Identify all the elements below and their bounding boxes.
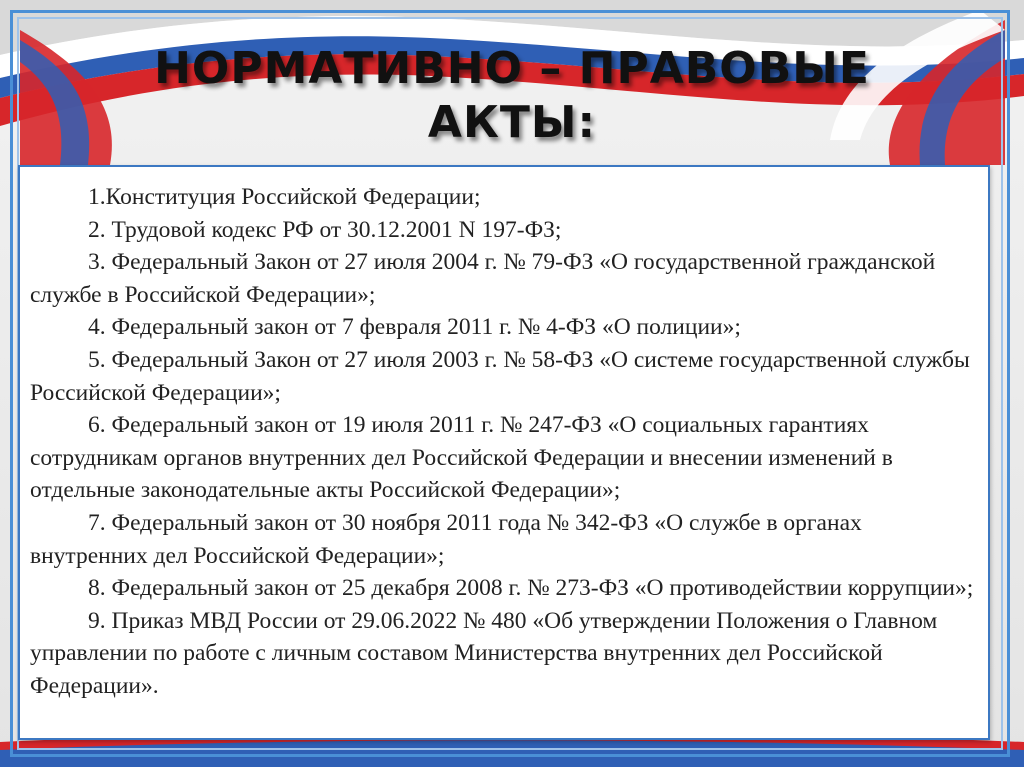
list-item: 4. Федеральный закон от 7 февраля 2011 г. № 4-ФЗ «О полиции»; bbox=[88, 314, 741, 341]
acts-list bbox=[30, 181, 980, 703]
page-title bbox=[140, 42, 884, 150]
list-item: 6. Федеральный закон от 19 июля 2011 г. № 247-ФЗ «О социальных гарантиях сотрудникам органов внутренних дел Российской Федерации и внесении изменений в отдельные законодательные акты Российской Федерации»; bbox=[30, 412, 893, 504]
title-line-2: АКТЫ: bbox=[427, 97, 597, 148]
acts-list-box bbox=[18, 165, 990, 740]
list-item: 7. Федеральный закон от 30 ноября 2011 года № 342-ФЗ «О службе в органах внутренних дел Российской Федерации»; bbox=[30, 509, 862, 569]
list-item: 8. Федеральный закон от 25 декабря 2008 г. № 273-ФЗ «О противодействии коррупции»; bbox=[88, 575, 974, 602]
list-item: 2. Трудовой кодекс РФ от 30.12.2001 N 197-ФЗ; bbox=[88, 216, 562, 243]
list-item: 5. Федеральный Закон от 27 июля 2003 г. № 58-ФЗ «О системе государственной службы Российской Федерации»; bbox=[30, 346, 970, 406]
list-item: 9. Приказ МВД России от 29.06.2022 № 480 «Об утверждении Положения о Главном управлении по работе с личным составом Министерства внутренних дел Российской Федерации». bbox=[30, 607, 938, 699]
list-item: 3. Федеральный Закон от 27 июля 2004 г. № 79-ФЗ «О государственной гражданской службе в Российской Федерации»; bbox=[30, 249, 936, 308]
list-item: 1.Конституция Российской Федерации; bbox=[88, 184, 481, 210]
title-line-1: НОРМАТИВНО – ПРАВОВЫЕ bbox=[154, 43, 870, 94]
